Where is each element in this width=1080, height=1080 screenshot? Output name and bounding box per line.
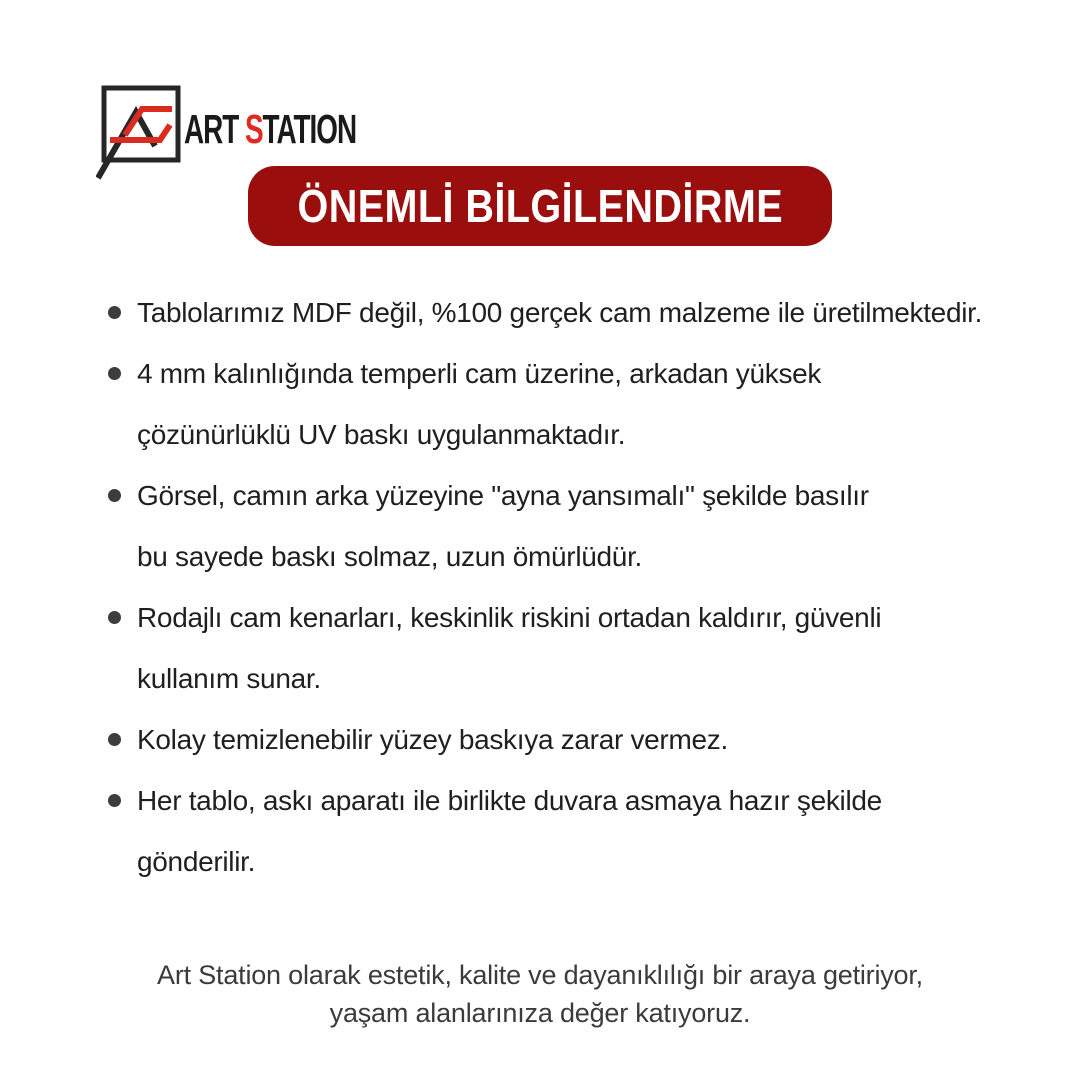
- bullet-line: 4 mm kalınlığında temperli cam üzerine, arkadan yüksek: [137, 358, 822, 389]
- footer-tagline: [0, 956, 1080, 1032]
- bullet-dot: [108, 611, 121, 624]
- bullet-dot: [108, 733, 121, 746]
- footer-line-2: yaşam alanlarınıza değer katıyoruz.: [329, 998, 751, 1028]
- bullet-dot: [108, 367, 121, 380]
- bullet-line: gönderilir.: [137, 846, 256, 877]
- bullet-dot: [108, 306, 121, 319]
- bullet-item: [108, 282, 1040, 343]
- footer-line-1: Art Station olarak estetik, kalite ve dayanıklılığı bir araya getiriyor,: [157, 960, 923, 990]
- bullet-line: Kolay temizlenebilir yüzey baskıya zarar vermez.: [137, 724, 728, 755]
- bullet-line: Görsel, camın arka yüzeyine "ayna yansımalı" şekilde basılır: [137, 480, 869, 511]
- bullet-line: Her tablo, askı aparatı ile birlikte duvara asmaya hazır şekilde: [137, 785, 882, 816]
- brand-header: [96, 82, 357, 182]
- wordmark-accent: S: [244, 106, 263, 152]
- bullet-item: [108, 343, 1040, 465]
- bullet-item: [108, 587, 1040, 709]
- bullet-line: Rodajlı cam kenarları, keskinlik riskini ortadan kaldırır, güvenli: [137, 602, 882, 633]
- info-banner-label: ÖNEMLİ BİLGİLENDİRME: [297, 180, 783, 232]
- bullet-item: [108, 770, 1040, 892]
- bullet-line: bu sayede baskı solmaz, uzun ömürlüdür.: [137, 541, 643, 572]
- wordmark-part2: TATION: [262, 106, 357, 152]
- bullet-line: kullanım sunar.: [137, 663, 321, 694]
- bullet-line: çözünürlüklü UV baskı uygulanmaktadır.: [137, 419, 626, 450]
- bullet-dot: [108, 794, 121, 807]
- wordmark-part1: ART: [184, 106, 245, 152]
- bullet-dot: [108, 489, 121, 502]
- bullet-item: [108, 465, 1040, 587]
- info-banner: [248, 166, 832, 246]
- info-bullet-list: [0, 282, 1080, 892]
- bullet-line: Tablolarımız MDF değil, %100 gerçek cam malzeme ile üretilmektedir.: [137, 297, 983, 328]
- bullet-item: [108, 709, 1040, 770]
- brand-wordmark: [184, 106, 356, 153]
